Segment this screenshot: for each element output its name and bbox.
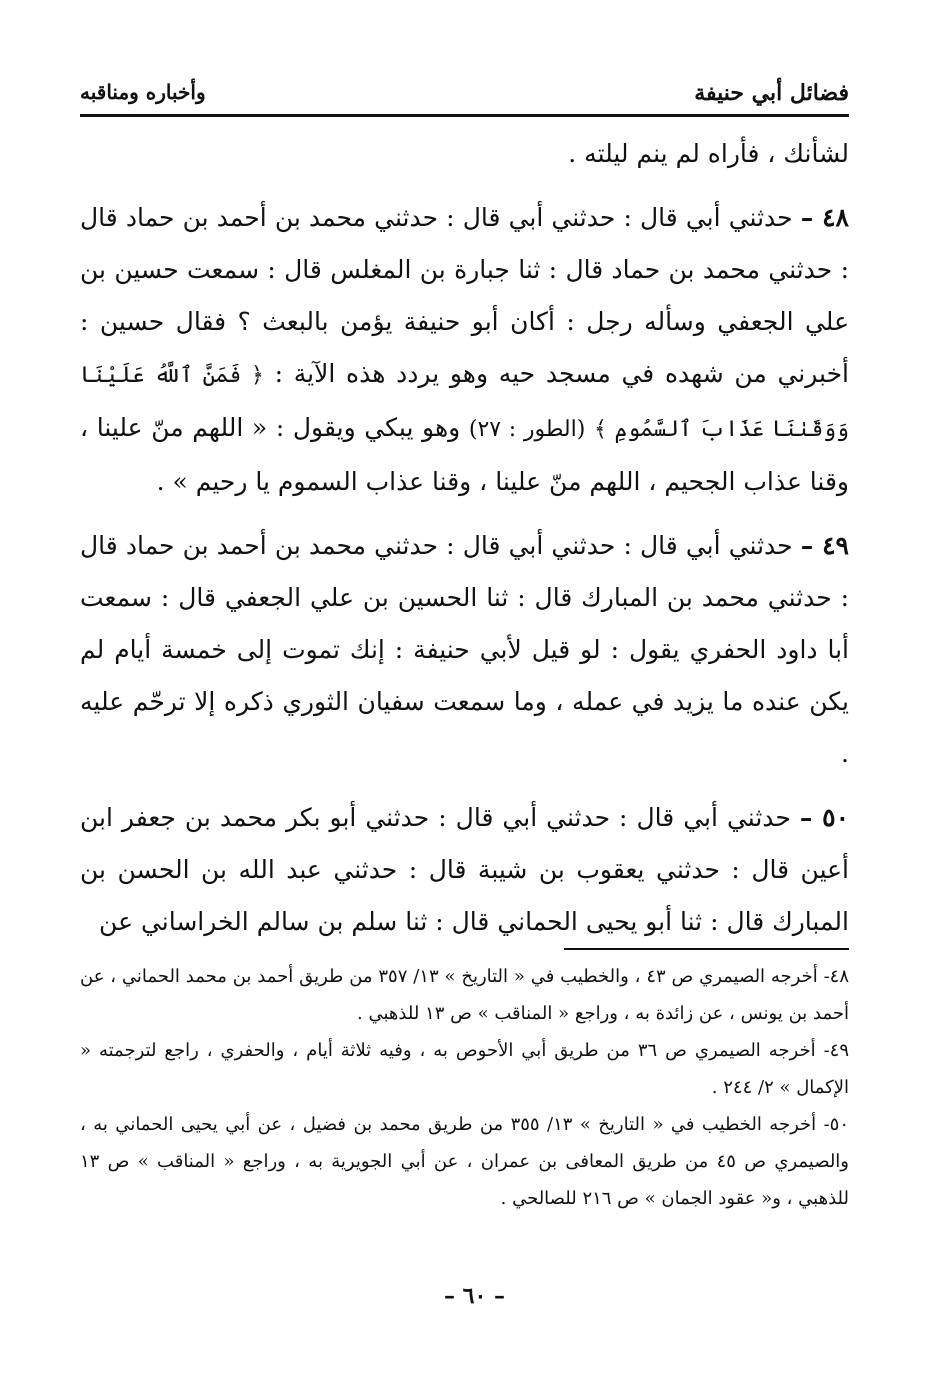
intro-line: لشأنك ، فأراه لم ينم ليلته .	[568, 139, 849, 168]
footnote-separator	[564, 948, 849, 950]
paragraph-50-text: حدثني أبي قال : حدثني أبي قال : حدثني أبو بكر محمد بن جعفر ابن أعين قال : حدثني يعقوب بن شيبة قال : حدثني عبد الله بن الحسن بن المبارك قال : ثنا أبو يحيى الحماني قال : ثنا سلم بن سالم الخراساني عن	[80, 803, 849, 936]
main-text	[80, 128, 849, 948]
paragraph-49-number: ٤٩ –	[800, 531, 849, 560]
header-section-title: وأخباره ومناقبه	[80, 80, 206, 104]
footnotes	[80, 958, 849, 1217]
footnote-50: ٥٠- أخرجه الخطيب في « التاريخ » ١٣/ ٣٥٥ من طريق محمد بن فضيل ، عن أبي يحيى الحماني به ، والصيمري ص ٤٥ من طريق المعافى بن عمران ، عن أبي الجويرية به ، وراجع « المناقب » ص ١٣ للذهبي ، و« عقود الجمان » ص ٢١٦ للصالحي .	[80, 1114, 849, 1209]
running-header	[80, 76, 849, 112]
quran-verse: ﴿ فَمَنَّ ٱللَّهُ عَلَيْنَا وَوَقَىٰنَا عَذَابَ ٱلسَّمُومِ ﴾	[80, 363, 849, 442]
paragraph-48-text-a: حدثني أبي قال : حدثني أبي قال : حدثني محمد بن أحمد بن حماد قال : حدثني محمد بن حماد قال : ثنا جبارة بن المغلس قال : سمعت حسين بن علي الجعفي وسأله رجل : أكان أبو حنيفة يؤمن بالبعث ؟ فقال حسين : أخبرني من شهده في مسجد حيه وهو يردد هذه الآية :	[80, 203, 850, 388]
quran-reference: (الطور : ٢٧)	[468, 417, 586, 442]
page-number: – ٦٠ –	[444, 1283, 505, 1309]
paragraph-50-number: ٥٠ –	[799, 803, 849, 832]
paragraph-49	[80, 520, 849, 780]
footnote-48: ٤٨- أخرجه الصيمري ص ٤٣ ، والخطيب في « التاريخ » ١٣/ ٣٥٧ من طريق أحمد بن محمد الحماني ، عن أحمد بن يونس ، عن زائدة به ، وراجع « المناقب » ص ١٣ للذهبي .	[80, 966, 849, 1024]
paragraph-48-text-b: وهو يبكي ويقول : « اللهم منّ علينا ، وقنا عذاب الجحيم ، اللهم منّ علينا ، وقنا عذاب السموم يا رحيم » .	[80, 413, 849, 496]
paragraph-49-text: حدثني أبي قال : حدثني أبي قال : حدثني محمد بن أحمد بن حماد قال : حدثني محمد بن المبارك قال : ثنا الحسين بن علي الجعفي قال : سمعت أبا داود الحفري يقول : لو قيل لأبي حنيفة : إنك تموت إلى خمسة أيام لم يكن عنده ما يزيد في عمله ، وما سمعت سفيان الثوري ذكره إلا ترحّم عليه .	[80, 531, 849, 768]
header-book-title: فضائل أبي حنيفة	[694, 80, 849, 106]
footnote-49: ٤٩- أخرجه الصيمري ص ٣٦ من طريق أبي الأحوص به ، وفيه ثلاثة أيام ، والحفري ، راجع لترجمته « الإكمال » ٢/ ٢٤٤ .	[80, 1040, 849, 1098]
paragraph-50	[80, 792, 849, 948]
paragraph-48-number: ٤٨ –	[800, 203, 849, 232]
header-rule	[80, 114, 849, 117]
paragraph-48	[80, 192, 849, 508]
